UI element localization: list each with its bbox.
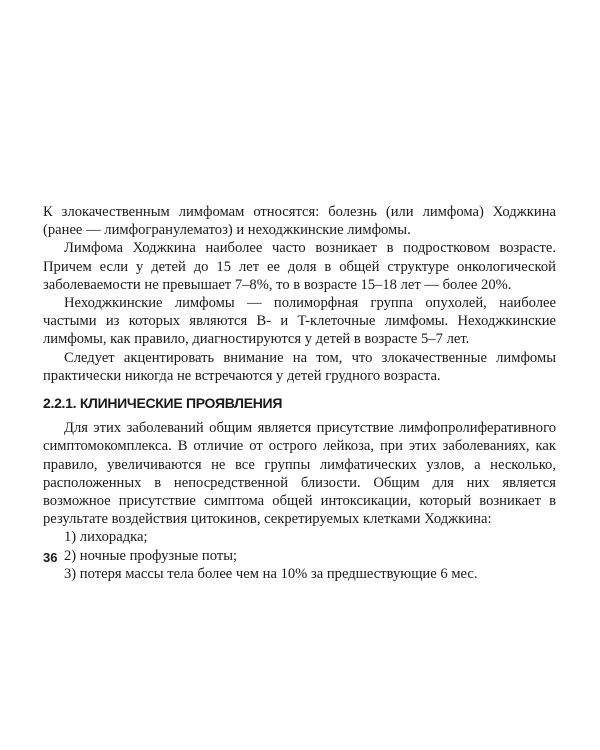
- list-item: 2) ночные профузные поты;: [64, 547, 238, 564]
- section-heading: 2.2.1. КЛИНИЧЕСКИЕ ПРОЯВЛЕНИЯ: [43, 395, 283, 412]
- paragraph-hodgkin-age: Лимфома Ходжкина наиболее часто возникает в подростковом возрасте. Причем если у детей до 15 лет ее доля в общей структуре онкологической заболеваемости не превышает 7–8%, то в возрасте 15–18 лет — более 20%.: [43, 240, 556, 293]
- page-body: [43, 203, 556, 583]
- list-item: 1) лихорадка;: [64, 529, 148, 546]
- symptom-list: [43, 528, 556, 583]
- page-number: 36: [43, 550, 58, 565]
- paragraph-non-hodgkin: Неходжкинские лимфомы — полиморфная группа опухолей, наиболее частыми из которых являются B- и T-клеточные лимфомы. Неходжкинские лимфомы, как правило, диагностируются у детей в возрасте 5–7 лет.: [43, 295, 556, 348]
- paragraph-lymphoma-types: К злокачественным лимфомам относятся: болезнь (или лимфома) Ходжкина (ранее — лимфогранулематоз) и неходжкинские лимфомы.: [43, 204, 556, 239]
- paragraph-infants: Следует акцентировать внимание на том, что злокачественные лимфомы практически никогда не встречаются у детей грудного возраста.: [43, 349, 556, 384]
- list-item: 3) потеря массы тела более чем на 10% за предшествующие 6 мес.: [64, 565, 478, 582]
- paragraph-clinical: Для этих заболеваний общим является присутствие лимфопролиферативного симптомокомплекса. В отличие от острого лейкоза, при этих заболеваниях, как правило, увеличиваются не все группы лимфатических узлов, а несколько, расположенных в непосредственной близости. Общим для них является возможное присутствие симптома общей интоксикации, который возникает в результате воздействия цитокинов, секретируемых клетками Ходжкина:: [43, 420, 556, 528]
